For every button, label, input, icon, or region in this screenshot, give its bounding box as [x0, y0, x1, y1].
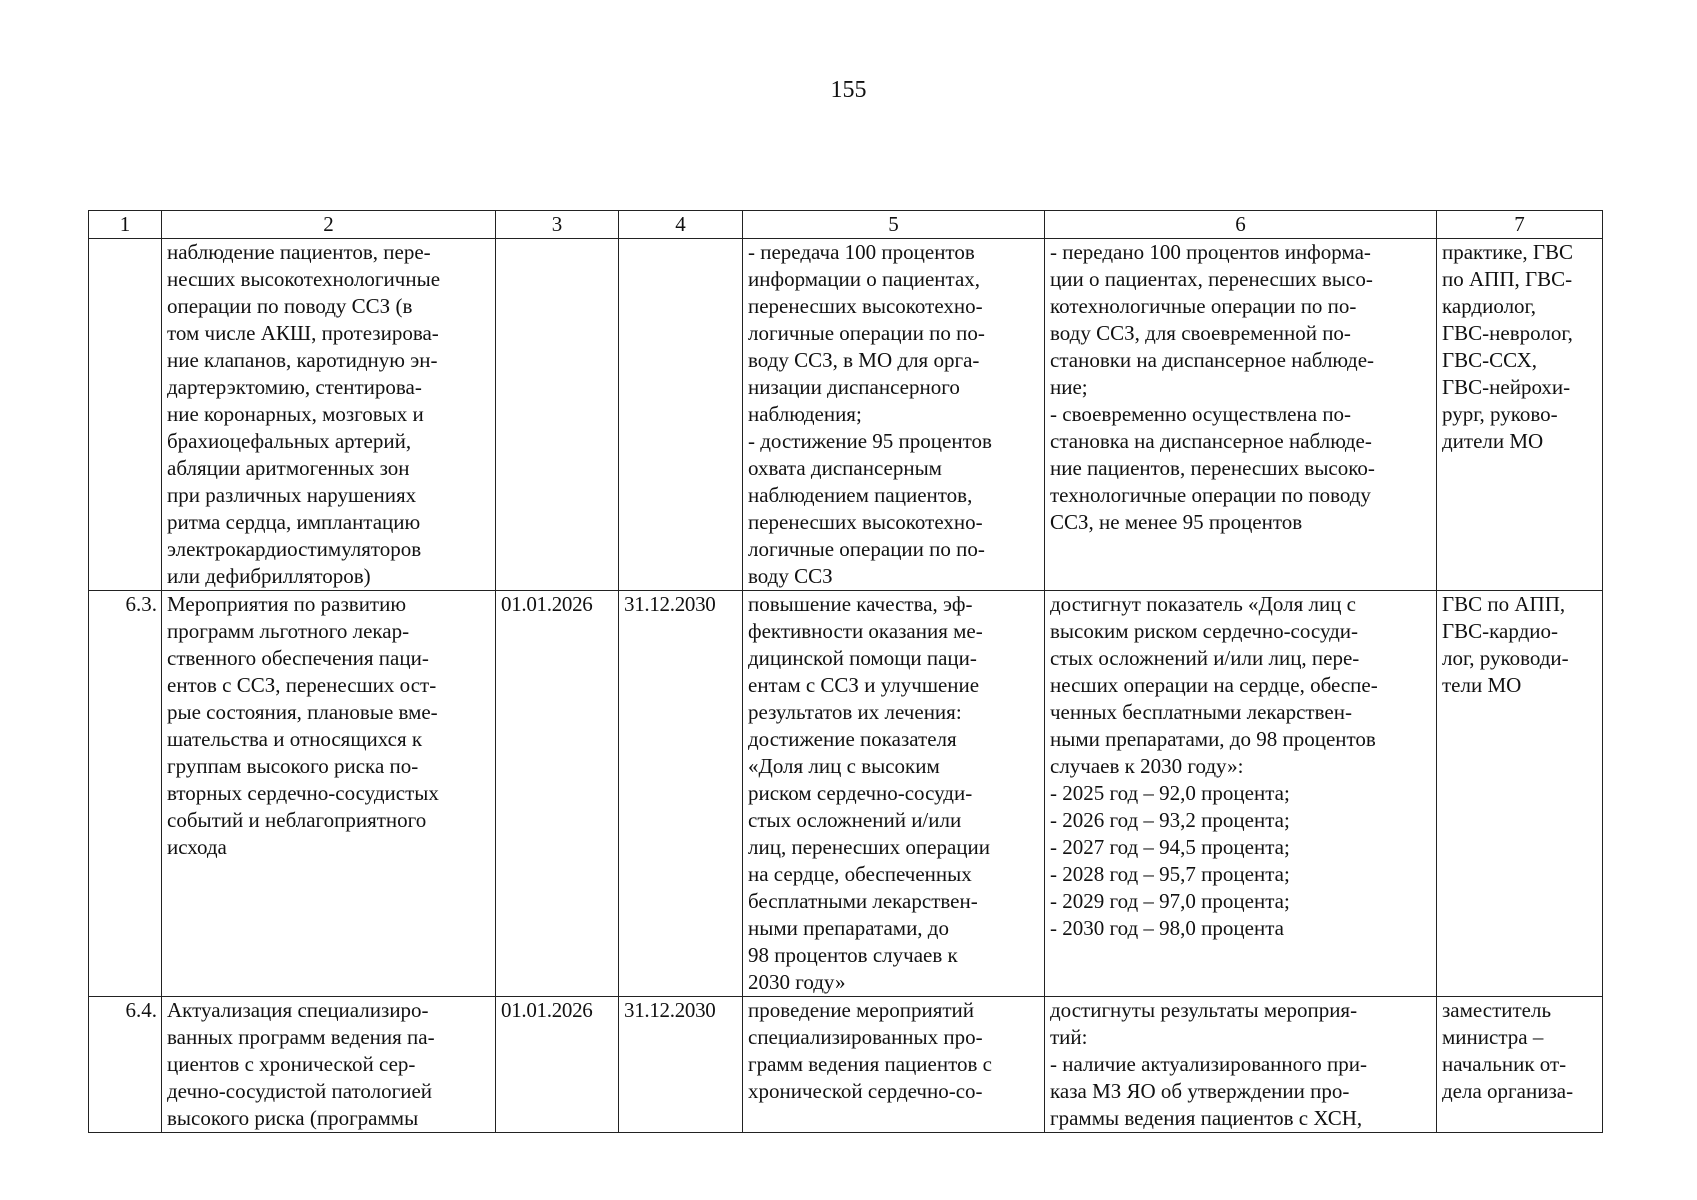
column-header: 5	[743, 211, 1045, 239]
column-header: 7	[1437, 211, 1603, 239]
column-header: 1	[89, 211, 162, 239]
characteristic-cell: проведение мероприятий специализированных про- грамм ведения пациентов с хронической сердечно-со-	[743, 997, 1045, 1133]
header-row	[89, 211, 1603, 239]
result-cell: достигнуты результаты мероприя- тий: - наличие актуализированного при- каза МЗ ЯО об утверждении про- граммы ведения пациентов с ХСН,	[1045, 997, 1437, 1133]
column-header: 2	[162, 211, 496, 239]
measure-cell: Актуализация специализиро- ванных программ ведения па- циентов с хронической сер- дечно-сосудистой патологией высокого риска (программы	[162, 997, 496, 1133]
column-header: 3	[496, 211, 619, 239]
responsible-cell: практике, ГВС по АПП, ГВС- кардиолог, ГВС-невролог, ГВС-ССХ, ГВС-нейрохи- рург, руково- дители МО	[1437, 239, 1603, 591]
end-date-cell: 31.12.2030	[619, 997, 743, 1133]
row-number: 6.3.	[89, 591, 162, 997]
column-header: 4	[619, 211, 743, 239]
row-number	[89, 239, 162, 591]
end-date-cell: 31.12.2030	[619, 591, 743, 997]
start-date-cell: 01.01.2026	[496, 997, 619, 1133]
characteristic-cell: - передача 100 процентов информации о пациентах, перенесших высокотехно- логичные операции по по- воду ССЗ, в МО для орга- низации диспансерного наблюдения; - достижение 95 процентов охвата диспансерным наблюдением пациентов, перенесших высокотехно- логичные операции по по- воду ССЗ	[743, 239, 1045, 591]
measure-cell: наблюдение пациентов, пере- несших высокотехнологичные операции по поводу ССЗ (в том числе АКШ, протезирова- ние клапанов, каротидную эн- дартерэктомию, стентирова- ние коронарных, мозговых и брахиоцефальных артерий, абляции аритмогенных зон при различных нарушениях ритма сердца, имплантацию электрокардиостимуляторов или дефибрилляторов)	[162, 239, 496, 591]
row-number: 6.4.	[89, 997, 162, 1133]
start-date-cell: 01.01.2026	[496, 591, 619, 997]
column-header: 6	[1045, 211, 1437, 239]
table-row	[89, 591, 1603, 997]
measures-table	[88, 210, 1603, 1133]
characteristic-cell: повышение качества, эф- фективности оказания ме- дицинской помощи паци- ентам с ССЗ и улучшение результатов их лечения: достижение показателя «Доля лиц с высоким риском сердечно-сосуди- стых осложнений и/или лиц, перенесших операции на сердце, обеспеченных бесплатными лекарствен- ными препаратами, до 98 процентов случаев к 2030 году»	[743, 591, 1045, 997]
table-row	[89, 239, 1603, 591]
table-row	[89, 997, 1603, 1133]
result-cell: - передано 100 процентов информа- ции о пациентах, перенесших высо- котехнологичные операции по по- воду ССЗ, для своевременной по- становки на диспансерное наблюде- ние; - своевременно осуществлена по- становка на диспансерное наблюде- ние пациентов, перенесших высоко- технологичные операции по поводу ССЗ, не менее 95 процентов	[1045, 239, 1437, 591]
responsible-cell: заместитель министра – начальник от- дела организа-	[1437, 997, 1603, 1133]
end-date-cell	[619, 239, 743, 591]
start-date-cell	[496, 239, 619, 591]
measure-cell: Мероприятия по развитию программ льготного лекар- ственного обеспечения паци- ентов с ССЗ, перенесших ост- рые состояния, плановые вме- шательства и относящихся к группам высокого риска по- вторных сердечно-сосудистых событий и неблагоприятного исхода	[162, 591, 496, 997]
result-cell: достигнут показатель «Доля лиц с высоким риском сердечно-сосуди- стых осложнений и/или лиц, пере- несших операции на сердце, обеспе- ченных бесплатными лекарствен- ными препаратами, до 98 процентов случаев к 2030 году»: - 2025 год – 92,0 процента; - 2026 год – 93,2 процента; - 2027 год – 94,5 процента; - 2028 год – 95,7 процента; - 2029 год – 97,0 процента; - 2030 год – 98,0 процента	[1045, 591, 1437, 997]
page-number: 155	[830, 77, 867, 103]
responsible-cell: ГВС по АПП, ГВС-кардио- лог, руководи- тели МО	[1437, 591, 1603, 997]
